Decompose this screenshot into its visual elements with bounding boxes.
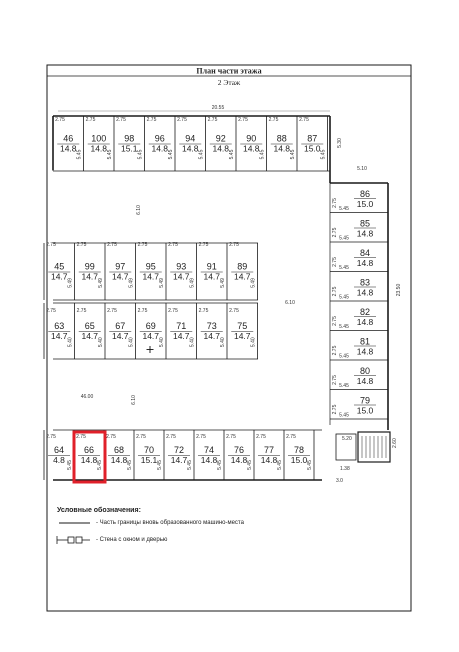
space-area: 14.8 [356,287,374,298]
slot-width-label: 2.75 [46,434,56,440]
slot-width-label: 2.75 [286,434,296,440]
space-area: 14.8 [356,346,374,357]
slot-depth-label: 5.49 [159,278,165,288]
slot-width-label: 2.75 [229,308,239,314]
space-area: 14.8 [59,143,77,154]
space-area: 14.8 [356,258,374,268]
space-number: 79 [359,395,371,406]
slot-depth-label: 5.45 [198,149,205,160]
slot-width-label: 2.75 [107,242,117,248]
dim-stair-b: 3.0 [336,478,343,484]
slot-depth-label: 5.45 [339,235,349,242]
slot-depth-label: 5.49 [98,278,104,288]
space-number: 98 [124,133,135,144]
slot-width-label: 2.75 [332,286,338,297]
slot-width-label: 2.75 [137,242,148,248]
floor-label: 2 Этаж [217,78,241,87]
slot-depth-label: 5.40 [250,337,257,348]
dim-stair-w: 5.20 [342,436,352,442]
space-area: 15.1 [120,143,138,154]
space-area: 14.7 [172,331,190,341]
slot-depth-label: 5.45 [107,149,113,160]
slot-width-label: 2.75 [207,117,218,123]
legend-title: Условные обозначения: [57,507,141,514]
space-number: 64 [53,445,65,455]
space-number: 73 [206,321,217,331]
slot-depth-label: 5.40 [98,337,104,348]
slot-depth-label: 5.45 [339,383,349,389]
space-area: 14.8 [200,455,218,465]
slot-depth-label: 5.49 [189,278,196,288]
space-area: 14.7 [111,331,129,341]
slot-width-label: 2.75 [238,117,248,123]
space-area: 14.7 [142,331,160,341]
parking-spaces [44,116,388,480]
space-number: 65 [84,321,95,331]
space-area: 14.8 [110,455,128,465]
slot-width-label: 2.75 [229,242,239,248]
slot-depth-label: 5.40 [128,337,135,348]
slot-depth-label: 5.40 [67,337,74,348]
space-area: 14.8 [230,455,248,465]
slot-depth-label: 5.45 [67,460,73,470]
space-number: 91 [206,261,217,272]
slot-depth-label: 5.45 [339,412,349,419]
space-number: 68 [113,445,125,455]
slot-depth-label: 5.45 [339,265,349,271]
dim-right-height: 23.50 [396,283,402,297]
slot-width-label: 2.75 [332,198,338,208]
space-number: 90 [246,133,257,144]
slot-width-label: 2.75 [46,308,56,314]
slot-width-label: 2.75 [168,242,178,248]
slot-depth-label: 5.40 [189,337,196,348]
legend-boundary-text: - Часть границы вновь образованного машино-места [96,520,244,526]
slot-width-label: 2.75 [198,308,209,314]
space-area: 14.8 [273,143,291,154]
slot-width-label: 2.75 [107,308,117,314]
slot-width-label: 2.75 [299,117,309,123]
slot-depth-label: 5.45 [137,149,144,160]
slot-width-label: 2.75 [106,434,116,440]
slot-width-label: 2.75 [198,242,209,248]
space-area: 14.7 [233,271,251,282]
space-area: 14.8 [151,143,169,154]
slot-depth-label: 5.45 [339,206,349,212]
space-number: 94 [185,133,196,144]
slot-depth-label: 5.45 [157,460,163,470]
space-area: 14.7 [233,331,251,341]
space-area: 15.0 [356,199,374,209]
space-number: 70 [143,445,155,455]
space-number: 78 [293,445,305,455]
slot-width-label: 2.75 [196,434,206,440]
slot-width-label: 2.75 [137,308,148,314]
space-area: 14.8 [212,143,230,154]
space-area: 14.8 [80,455,98,465]
space-number: 100 [91,133,107,144]
space-number: 95 [145,261,156,272]
slot-depth-label: 5.45 [168,149,174,160]
slot-depth-label: 5.49 [220,278,226,288]
slot-depth-label: 5.49 [67,278,74,288]
slot-depth-label: 5.40 [220,337,226,348]
space-number: 86 [359,189,371,199]
slot-width-label: 2.75 [85,117,96,123]
space-number: 81 [359,336,371,347]
space-number: 88 [276,133,287,144]
slot-depth-label: 5.45 [290,149,296,160]
space-area: 14.7 [142,271,160,282]
slot-width-label: 2.75 [146,117,157,123]
plan-title: План части этажа [196,66,262,76]
slot-width-label: 2.75 [55,117,65,123]
space-area: 15.0 [356,405,374,416]
space-number: 92 [215,133,226,144]
space-number: 80 [359,366,371,376]
space-number: 69 [145,321,156,331]
space-area: 15.0 [290,455,308,465]
dim-aisle-lower: 6.10 [131,395,137,405]
slot-depth-label: 5.45 [217,460,223,470]
space-area: 14.8 [356,376,374,386]
slot-depth-label: 5.45 [307,460,313,470]
space-area: 14.8 [260,455,278,465]
slot-depth-label: 5.45 [97,460,103,470]
space-area: 14.8 [90,143,108,154]
slot-depth-label: 5.45 [247,460,253,470]
slot-width-label: 2.75 [168,308,178,314]
slot-width-label: 2.75 [226,434,236,440]
slot-width-label: 2.75 [46,242,56,248]
space-number: 66 [83,445,95,455]
space-number: 93 [176,261,187,272]
slot-width-label: 2.75 [116,117,126,123]
space-area: 14.7 [50,271,68,282]
space-area: 14.8 [242,143,260,154]
space-number: 82 [359,307,371,317]
dim-aisle-upper: 6.10 [136,205,142,215]
slot-width-label: 2.75 [76,242,87,248]
space-area: 14.7 [111,271,129,282]
slot-depth-label: 5.45 [187,460,193,470]
slot-width-label: 2.75 [76,434,86,440]
space-number: 71 [176,321,187,331]
space-number: 72 [173,445,185,455]
space-area: 15.0 [303,143,321,154]
space-number: 76 [233,445,245,455]
space-number: 74 [203,445,215,455]
space-number: 96 [154,133,165,144]
legend-wall-text: - Стена с окном и дверью [96,537,168,543]
slot-width-label: 2.75 [268,117,279,123]
space-area: 14.8 [356,228,374,239]
slot-width-label: 2.75 [332,404,338,415]
space-number: 45 [54,261,65,272]
slot-width-label: 2.75 [177,117,187,123]
dim-right-gap: 5.30 [337,138,343,148]
space-number: 63 [54,321,65,331]
dim-top-width: 20.55 [211,105,225,111]
slot-depth-label: 5.49 [250,278,257,288]
space-number: 84 [359,248,371,258]
space-number: 75 [237,321,248,331]
slot-width-label: 2.75 [332,345,338,356]
slot-depth-label: 5.45 [339,324,349,330]
space-number: 46 [63,133,74,144]
slot-depth-label: 5.40 [159,337,165,348]
space-area: 15.1 [140,455,158,465]
space-area: 14.8 [181,143,199,154]
space-number: 89 [237,261,248,272]
dim-aisle-middle: 6.10 [285,300,295,306]
slot-depth-label: 5.45 [277,460,283,470]
slot-width-label: 2.75 [332,375,338,385]
space-number: 97 [115,261,126,272]
space-area: 14.7 [203,271,221,282]
space-number: 85 [359,218,371,229]
space-area: 14.7 [50,331,68,341]
dim-right-top: 5.10 [357,166,367,172]
slot-depth-label: 5.45 [339,294,349,301]
space-area: 14.7 [170,455,188,465]
slot-width-label: 2.75 [332,257,338,267]
space-area: 14.7 [203,331,221,341]
space-area: 14.8 [356,317,374,327]
space-area: 4.8 [53,455,65,465]
slot-width-label: 2.75 [136,434,146,440]
space-number: 87 [307,133,318,144]
slot-width-label: 2.75 [76,308,87,314]
slot-width-label: 2.75 [256,434,266,440]
wall-window-door-icon [57,536,90,544]
space-number: 77 [263,445,275,455]
slot-depth-label: 5.45 [76,149,83,160]
slot-depth-label: 5.45 [320,149,327,160]
slot-width-label: 2.75 [332,227,338,238]
slot-width-label: 2.75 [166,434,176,440]
space-number: 83 [359,277,371,288]
dim-length-left: 46.00 [80,394,94,400]
space-area: 14.7 [81,271,99,282]
slot-depth-label: 5.45 [127,460,133,470]
slot-depth-label: 5.49 [128,278,135,288]
space-area: 14.7 [172,271,190,282]
space-area: 14.7 [81,331,99,341]
dim-stair-h: 2.60 [392,438,398,448]
dim-stair-a: 1.38 [340,466,350,472]
space-number: 67 [115,321,126,331]
space-number: 99 [84,261,95,272]
slot-width-label: 2.75 [332,316,338,326]
slot-depth-label: 5.45 [259,149,266,160]
slot-depth-label: 5.45 [339,353,349,360]
crosshair-icon [147,346,154,353]
slot-depth-label: 5.45 [229,149,235,160]
